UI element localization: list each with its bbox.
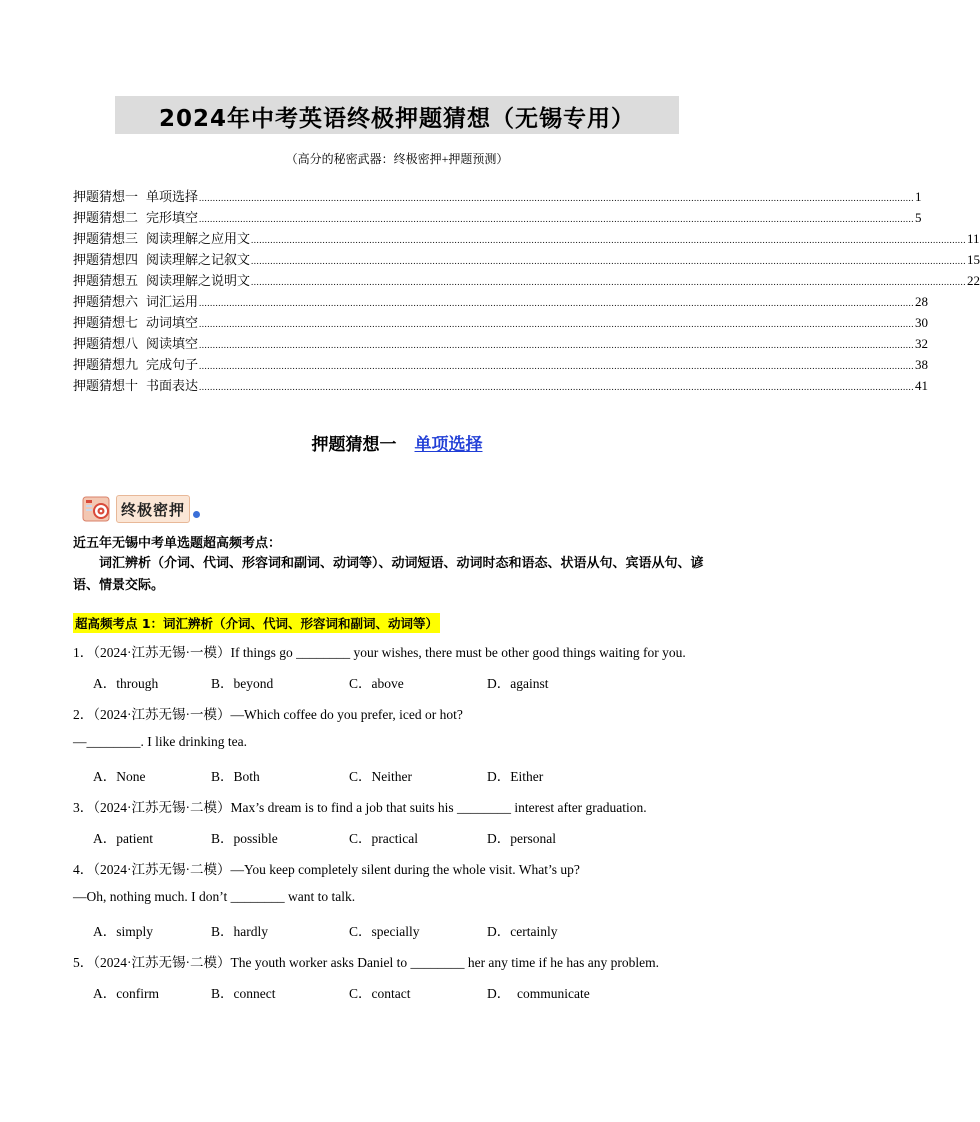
answer-option[interactable]: D．against: [487, 676, 549, 691]
toc-entry[interactable]: [73, 333, 929, 354]
toc-entry-label: 押题猜想四: [73, 252, 139, 267]
question-text: 1．（2024·江苏无锡·一模）If things go ________ your wishes, there must be other good things waiting for you.: [73, 645, 686, 660]
toc-entry-label: 押题猜想七: [73, 315, 139, 330]
toc-entry-page: 32: [915, 336, 929, 351]
toc-entry[interactable]: [73, 312, 929, 333]
answer-option[interactable]: A．patient: [93, 831, 153, 846]
toc-entry-label: 押题猜想六: [73, 294, 139, 309]
toc-entry-page: 41: [915, 378, 929, 393]
toc-leader-dots: ....................................................................................................................................................................................................................................................................: [199, 298, 915, 308]
toc-entry-page: 11: [967, 231, 980, 246]
answer-option[interactable]: A．confirm: [93, 986, 159, 1001]
toc-entry[interactable]: [73, 249, 980, 270]
toc-entry-page: 38: [915, 357, 929, 372]
section-heading-label: 押题猜想一: [311, 435, 397, 455]
toc-entry-topic: 阅读理解之记叙文: [146, 252, 251, 267]
answer-option[interactable]: D．certainly: [487, 924, 558, 939]
toc-entry-label: 押题猜想二: [73, 210, 139, 225]
toc-entry[interactable]: [73, 228, 980, 249]
toc-leader-dots: ....................................................................................................................................................................................................................................................................: [251, 277, 967, 287]
toc-entry-page: 15: [967, 252, 980, 267]
toc-entry-topic: 动词填空: [146, 315, 199, 330]
answer-option[interactable]: B．Both: [211, 769, 260, 784]
question-text: 2．（2024·江苏无锡·一模）—Which coffee do you prefer, iced or hot?: [73, 707, 463, 722]
answer-option[interactable]: B．connect: [211, 986, 276, 1001]
answer-option[interactable]: B．beyond: [211, 676, 274, 691]
toc-entry-topic: 阅读理解之应用文: [146, 231, 251, 246]
toc-entry-page: 5: [915, 210, 922, 225]
toc-leader-dots: ....................................................................................................................................................................................................................................................................: [199, 214, 915, 224]
document-title: 2024年中考英语终极押题猜想（无锡专用）: [158, 106, 635, 132]
toc-leader-dots: ....................................................................................................................................................................................................................................................................: [199, 340, 915, 350]
answer-option[interactable]: D．Either: [487, 769, 544, 784]
highlight-topic: 超高频考点 1：词汇辨析（介词、代词、形容词和副词、动词等）: [73, 613, 440, 633]
answer-option[interactable]: C．Neither: [349, 769, 412, 784]
toc-entry-label: 押题猜想五: [73, 273, 139, 288]
toc-leader-dots: ....................................................................................................................................................................................................................................................................: [251, 235, 967, 245]
toc-entry[interactable]: [73, 375, 929, 396]
toc-entry-topic: 阅读理解之说明文: [146, 273, 251, 288]
target-icon: [82, 494, 112, 524]
badge-dot-icon: [193, 511, 200, 518]
toc-entry-label: 押题猜想一: [73, 189, 139, 204]
toc-entry[interactable]: [73, 186, 922, 207]
table-of-contents: [73, 186, 980, 396]
toc-entry-page: 22: [967, 273, 980, 288]
answer-option[interactable]: A．None: [93, 769, 146, 784]
badge-label: 终极密押: [116, 495, 190, 523]
toc-entry-page: 1: [915, 189, 922, 204]
toc-entry[interactable]: [73, 270, 980, 291]
answer-option[interactable]: B．hardly: [211, 924, 268, 939]
question-text: —________. I like drinking tea.: [73, 734, 247, 749]
toc-entry-label: 押题猜想八: [73, 336, 139, 351]
answer-option[interactable]: D． communicate: [487, 986, 590, 1001]
intro-heading: 近五年无锡中考单选题超高频考点：: [73, 536, 282, 551]
answer-option[interactable]: A．simply: [93, 924, 154, 939]
answer-option[interactable]: C．practical: [349, 831, 418, 846]
answer-option[interactable]: C．contact: [349, 986, 411, 1001]
question-text: —Oh, nothing much. I don’t ________ want to talk.: [73, 889, 356, 904]
toc-leader-dots: ....................................................................................................................................................................................................................................................................: [199, 319, 915, 329]
toc-entry[interactable]: [73, 354, 929, 375]
toc-entry-topic: 完形填空: [146, 210, 199, 225]
intro-body: 词汇辨析（介词、代词、形容词和副词、动词等）、动词短语、动词时态和语态、状语从句、宾语从句、谚语、情景交际。: [73, 556, 704, 593]
toc-entry-topic: 词汇运用: [146, 294, 199, 309]
toc-leader-dots: ....................................................................................................................................................................................................................................................................: [251, 256, 967, 266]
question-text: 4．（2024·江苏无锡·二模）—You keep completely silent during the whole visit. What’s up?: [73, 862, 580, 877]
toc-entry-label: 押题猜想九: [73, 357, 139, 372]
answer-option[interactable]: B．possible: [211, 831, 278, 846]
answer-option[interactable]: C．specially: [349, 924, 420, 939]
document-subtitle: （高分的秘密武器：终极密押+押题预测）: [285, 152, 509, 166]
answer-option[interactable]: D．personal: [487, 831, 556, 846]
toc-leader-dots: ....................................................................................................................................................................................................................................................................: [199, 361, 915, 371]
toc-entry[interactable]: [73, 291, 929, 312]
section-heading: [0, 430, 794, 455]
answer-option[interactable]: A．through: [93, 676, 159, 691]
toc-leader-dots: ....................................................................................................................................................................................................................................................................: [199, 382, 915, 392]
toc-entry[interactable]: [73, 207, 922, 228]
toc-leader-dots: ....................................................................................................................................................................................................................................................................: [199, 193, 915, 203]
toc-entry-label: 押题猜想十: [73, 378, 139, 393]
toc-entry-topic: 单项选择: [146, 189, 199, 204]
badge: [82, 494, 200, 524]
toc-entry-topic: 阅读填空: [146, 336, 199, 351]
question-text: 3．（2024·江苏无锡·二模）Max’s dream is to find a job that suits his ________ interest after graduation.: [73, 800, 647, 815]
toc-entry-page: 30: [915, 315, 929, 330]
answer-option[interactable]: C．above: [349, 676, 404, 691]
section-heading-link[interactable]: 单项选择: [414, 435, 483, 455]
toc-entry-topic: 书面表达: [146, 378, 199, 393]
question-text: 5．（2024·江苏无锡·二模）The youth worker asks Daniel to ________ her any time if he has any problem.: [73, 955, 660, 970]
toc-entry-page: 28: [915, 294, 929, 309]
toc-entry-topic: 完成句子: [146, 357, 199, 372]
toc-entry-label: 押题猜想三: [73, 231, 139, 246]
